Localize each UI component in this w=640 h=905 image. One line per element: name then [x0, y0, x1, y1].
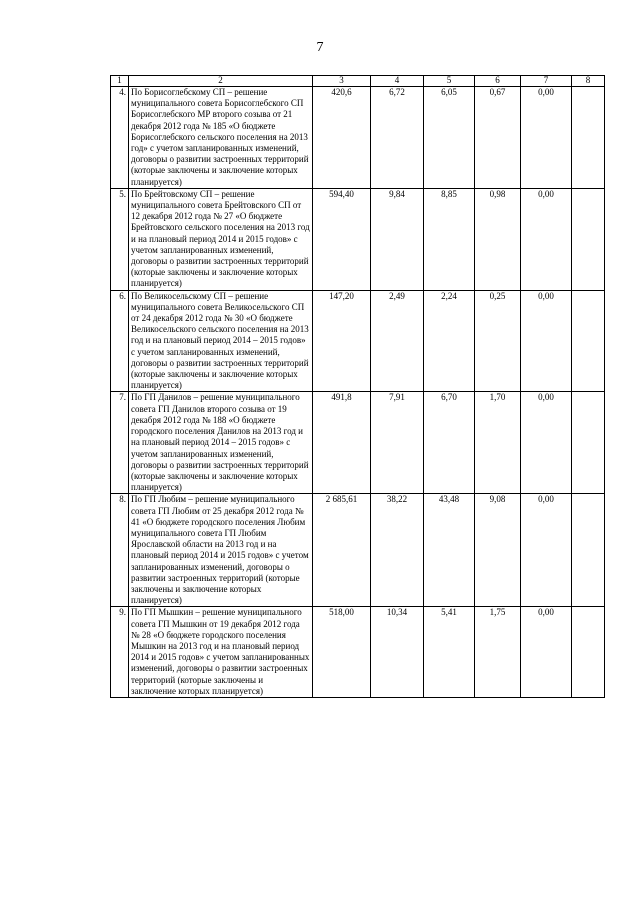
column-header: 7	[521, 76, 572, 87]
column-header: 2	[129, 76, 313, 87]
table-row	[111, 290, 605, 392]
cell-col3: 518,00	[313, 607, 371, 698]
cell-col7: 0,00	[521, 607, 572, 698]
cell-col3: 594,40	[313, 188, 371, 290]
table-row	[111, 188, 605, 290]
cell-col6: 1,70	[475, 392, 521, 494]
row-description: По Брейтовскому СП – решение муниципального совета Брейтовского СП от 12 декабря 2012 года № 27 «О бюджете Брейтовского сельского поселения на 2013 год и на плановый период 2014 и 2015 годов» с учетом запланированных изменений, договоры о развитии застроенных территорий (которые заключены и заключение которых планируется)	[129, 188, 313, 290]
row-number: 6.	[111, 290, 129, 392]
row-number: 8.	[111, 494, 129, 607]
table-row	[111, 494, 605, 607]
column-header: 5	[424, 76, 475, 87]
cell-col5: 5,41	[424, 607, 475, 698]
cell-col7: 0,00	[521, 494, 572, 607]
row-description: По ГП Мышкин – решение муниципального совета ГП Мышкин от 19 декабря 2012 года № 28 «О бюджете городского поселения Мышкин на 2013 год и на плановый период 2014 и 2015 годов» с учетом запланированных изменений, договоры о развитии застроенных территорий (которые заключены и заключение которых планируется)	[129, 607, 313, 698]
cell-col7: 0,00	[521, 290, 572, 392]
cell-col3: 2 685,61	[313, 494, 371, 607]
row-number: 5.	[111, 188, 129, 290]
table-row	[111, 87, 605, 189]
row-description: По ГП Любим – решение муниципального совета ГП Любим от 25 декабря 2012 года № 41 «О бюджете городского поселения Любим муниципального совета ГП Любим Ярославской области на 2013 год и на плановый период 2014 и 2015 годов» с учетом запланированных изменений, договоры о развитии застроенных территорий (которые заключены и заключение которых планируется)	[129, 494, 313, 607]
cell-col3: 420,6	[313, 87, 371, 189]
row-number: 9.	[111, 607, 129, 698]
cell-col5: 8,85	[424, 188, 475, 290]
header-row	[111, 76, 605, 87]
cell-col5: 6,70	[424, 392, 475, 494]
cell-col7: 0,00	[521, 87, 572, 189]
cell-col6: 0,25	[475, 290, 521, 392]
cell-col8	[572, 494, 605, 607]
table-row	[111, 607, 605, 698]
cell-col4: 10,34	[371, 607, 424, 698]
cell-col6: 1,75	[475, 607, 521, 698]
row-description: По ГП Данилов – решение муниципального совета ГП Данилов второго созыва от 19 декабря 2012 года № 188 «О бюджете городского поселения Данилов на 2013 год и на плановый период 2014 – 2015 годов» с учетом запланированных изменений, договоры о развитии застроенных территорий (которые заключены и заключение которых планируется)	[129, 392, 313, 494]
cell-col8	[572, 392, 605, 494]
cell-col8	[572, 87, 605, 189]
cell-col4: 38,22	[371, 494, 424, 607]
cell-col7: 0,00	[521, 392, 572, 494]
cell-col5: 43,48	[424, 494, 475, 607]
column-header: 4	[371, 76, 424, 87]
cell-col3: 491,8	[313, 392, 371, 494]
cell-col4: 2,49	[371, 290, 424, 392]
cell-col5: 6,05	[424, 87, 475, 189]
page-number: 7	[316, 40, 324, 55]
cell-col8	[572, 607, 605, 698]
cell-col8	[572, 290, 605, 392]
cell-col3: 147,20	[313, 290, 371, 392]
column-header: 3	[313, 76, 371, 87]
cell-col6: 9,08	[475, 494, 521, 607]
cell-col6: 0,98	[475, 188, 521, 290]
cell-col4: 6,72	[371, 87, 424, 189]
cell-col8	[572, 188, 605, 290]
row-number: 4.	[111, 87, 129, 189]
row-description: По Борисоглебскому СП – решение муниципального совета Борисоглебского СП Борисоглебского МР второго созыва от 21 декабря 2012 года № 185 «О бюджете Борисоглебского сельского поселения на 2013 год» с учетом запланированных изменений, договоры о развитии застроенных территорий (которые заключены и заключение которых планируется)	[129, 87, 313, 189]
row-number: 7.	[111, 392, 129, 494]
column-header: 1	[111, 76, 129, 87]
cell-col7: 0,00	[521, 188, 572, 290]
row-description: По Великосельскому СП – решение муниципального совета Великосельского СП от 24 декабря 2012 года № 30 «О бюджете Великосельского сельского поселения на 2013 год и на плановый период 2014 – 2015 годов» с учетом запланированных изменений, договоры о развитии застроенных территорий (которые заключены и заключение которых планируется)	[129, 290, 313, 392]
table-row	[111, 392, 605, 494]
cell-col4: 9,84	[371, 188, 424, 290]
cell-col4: 7,91	[371, 392, 424, 494]
budget-table	[110, 75, 605, 698]
cell-col6: 0,67	[475, 87, 521, 189]
cell-col5: 2,24	[424, 290, 475, 392]
column-header: 6	[475, 76, 521, 87]
column-header: 8	[572, 76, 605, 87]
